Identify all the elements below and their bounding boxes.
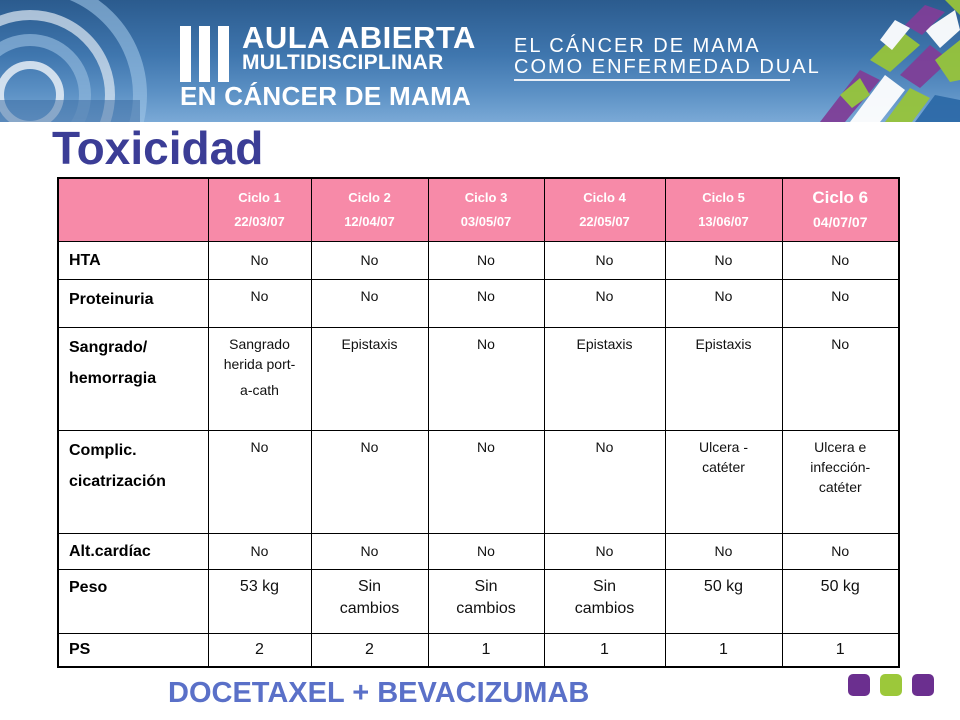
table-cell: Sin cambios [428, 569, 544, 633]
table-cell: No [428, 241, 544, 279]
table-cell: Sin cambios [544, 569, 665, 633]
decorative-square-green [880, 674, 902, 696]
header-date: 22/05/07 [579, 213, 630, 229]
tagline-underline [514, 79, 790, 81]
table-cell: Epistaxis [311, 327, 428, 430]
cell-text-extra: a-cath [240, 381, 279, 398]
row-label-line1: Sangrado/ [69, 338, 148, 356]
header-date: 12/04/07 [344, 213, 395, 229]
table-cell: No [544, 241, 665, 279]
header-ciclo-2 [311, 178, 428, 241]
table-cell: 2 [311, 633, 428, 667]
logo-line2: MULTIDISCIPLINAR [242, 51, 444, 74]
table-cell: No [208, 241, 311, 279]
table-cell [208, 327, 311, 430]
table-cell: Ulcera - catéter [665, 430, 782, 533]
table-cell: No [311, 279, 428, 327]
tagline-line1: EL CÁNCER DE MAMA [514, 35, 761, 57]
table-cell: No [544, 533, 665, 569]
table-cell: No [782, 533, 899, 569]
table-cell: No [665, 241, 782, 279]
table-cell: No [665, 533, 782, 569]
table-cell: No [544, 279, 665, 327]
header-date: 13/06/07 [698, 213, 749, 229]
table-cell: Epistaxis [544, 327, 665, 430]
table-cell: No [311, 430, 428, 533]
table-cell: No [782, 327, 899, 430]
table-cell: No [665, 279, 782, 327]
decorative-square-purple [848, 674, 870, 696]
table-cell: No [311, 241, 428, 279]
header-label: Ciclo 5 [702, 189, 745, 205]
table-cell: 1 [665, 633, 782, 667]
table-cell: 1 [782, 633, 899, 667]
table-row-hta [58, 241, 899, 279]
table-row-sangrado [58, 327, 899, 430]
table-cell: No [208, 279, 311, 327]
row-label-line2: hemorragia [69, 369, 157, 387]
table-header-row [58, 178, 899, 241]
table-cell: 50 kg [665, 569, 782, 633]
table-cell: No [428, 430, 544, 533]
header-ciclo-6 [782, 178, 899, 241]
header-label: Ciclo 4 [583, 189, 626, 205]
header-empty-cell [58, 178, 208, 241]
row-label: PS [58, 633, 208, 667]
header-label: Ciclo 2 [348, 189, 391, 205]
table-cell: 1 [544, 633, 665, 667]
table-cell: No [311, 533, 428, 569]
roman-numeral-three-icon [180, 26, 236, 82]
table-cell: No [208, 533, 311, 569]
table-cell: No [544, 430, 665, 533]
table-cell: 2 [208, 633, 311, 667]
table-row-proteinuria [58, 279, 899, 327]
header-banner [0, 0, 960, 122]
table-cell: No [428, 327, 544, 430]
row-label [58, 327, 208, 430]
header-label: Ciclo 6 [812, 187, 869, 207]
slide-title: Toxicidad [52, 122, 264, 174]
table-cell: 50 kg [782, 569, 899, 633]
header-ciclo-5 [665, 178, 782, 241]
header-ciclo-4 [544, 178, 665, 241]
tagline-line2: COMO ENFERMEDAD DUAL [514, 56, 821, 78]
header-date: 22/03/07 [234, 213, 285, 229]
header-ciclo-3 [428, 178, 544, 241]
logo-line3: EN CÁNCER DE MAMA [180, 81, 472, 111]
row-label [58, 430, 208, 533]
table-cell: No [428, 279, 544, 327]
logo-line1: AULA ABIERTA [242, 20, 476, 55]
row-label: Proteinuria [58, 279, 208, 327]
header-label: Ciclo 1 [238, 189, 281, 205]
header-date: 04/07/07 [813, 213, 868, 230]
row-label-line2: cicatrización [69, 472, 166, 490]
row-label: Alt.cardíac [58, 533, 208, 569]
table-row-complic [58, 430, 899, 533]
event-tagline [514, 36, 821, 78]
table-row-ps [58, 633, 899, 667]
table-cell: No [428, 533, 544, 569]
cell-text: Sangrado herida port- [223, 335, 296, 372]
header-ciclo-1 [208, 178, 311, 241]
row-label: Peso [58, 569, 208, 633]
table-cell: No [782, 279, 899, 327]
table-cell: Sin cambios [311, 569, 428, 633]
table-row-peso [58, 569, 899, 633]
table-cell: 1 [428, 633, 544, 667]
table-cell: 53 kg [208, 569, 311, 633]
table-row-alt-cardiac [58, 533, 899, 569]
decorative-square-purple-2 [912, 674, 934, 696]
row-label: HTA [58, 241, 208, 279]
table-cell: No [782, 241, 899, 279]
row-label-line1: Complic. [69, 441, 137, 459]
table-cell: Ulcera e infección- catéter [782, 430, 899, 533]
table-cell: Epistaxis [665, 327, 782, 430]
header-label: Ciclo 3 [464, 189, 508, 205]
header-date: 03/05/07 [460, 213, 512, 229]
treatment-footer: DOCETAXEL + BEVACIZUMAB [168, 677, 590, 709]
toxicity-table [57, 177, 900, 668]
table-cell: No [208, 430, 311, 533]
